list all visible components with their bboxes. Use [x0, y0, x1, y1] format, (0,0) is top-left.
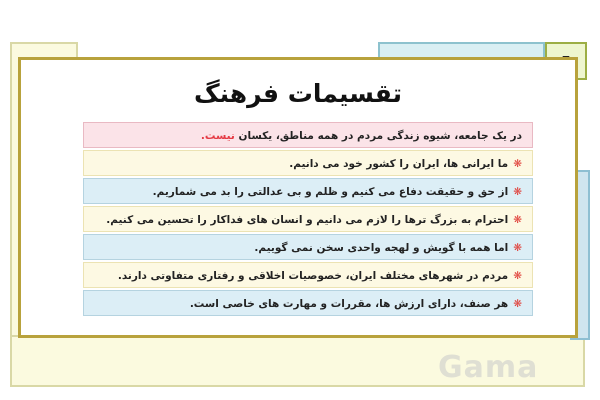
list-item — [83, 262, 533, 288]
flower-bullet-icon: ❋ — [513, 158, 522, 170]
flower-bullet-icon: ❋ — [513, 214, 522, 226]
content-list — [83, 122, 533, 318]
list-item — [83, 178, 533, 204]
list-item — [83, 290, 533, 316]
list-item-text: از حق و حقیقت دفاع می کنیم و ظلم و بی عدالتی را بد می شماریم. — [152, 186, 509, 198]
list-item — [83, 150, 533, 176]
list-item-text: اما همه با گویش و لهجه واحدی سخن نمی گوییم. — [254, 242, 509, 254]
list-item-text: مردم در شهرهای مختلف ایران، خصوصیات اخلاقی و رفتاری متفاوتی دارند. — [117, 270, 509, 282]
slide-title: تقسیمات فرهنگ — [193, 79, 403, 108]
flower-bullet-icon: ❋ — [513, 242, 522, 254]
list-item-text: ما ایرانی ها، ایران را کشور خود می دانیم. — [289, 158, 509, 170]
intro-text: در یک جامعه، شیوه زندگی مردم در همه مناطق، یکسان — [238, 130, 522, 142]
flower-bullet-icon: ❋ — [513, 298, 522, 310]
list-item-text: هر صنف، دارای ارزش ها، مقررات و مهارت های خاصی است. — [189, 298, 509, 310]
list-item — [83, 234, 533, 260]
list-item-text: احترام به بزرگ ترها را لازم می دانیم و انسان های فداکار را تحسین می کنیم. — [106, 214, 509, 226]
list-item — [83, 206, 533, 232]
slide-content — [18, 57, 578, 338]
intro-highlight: نیست. — [200, 130, 235, 142]
intro-row — [83, 122, 533, 148]
flower-bullet-icon: ❋ — [513, 270, 522, 282]
flower-bullet-icon: ❋ — [513, 186, 522, 198]
gama-watermark-logo: Gama — [438, 350, 539, 385]
